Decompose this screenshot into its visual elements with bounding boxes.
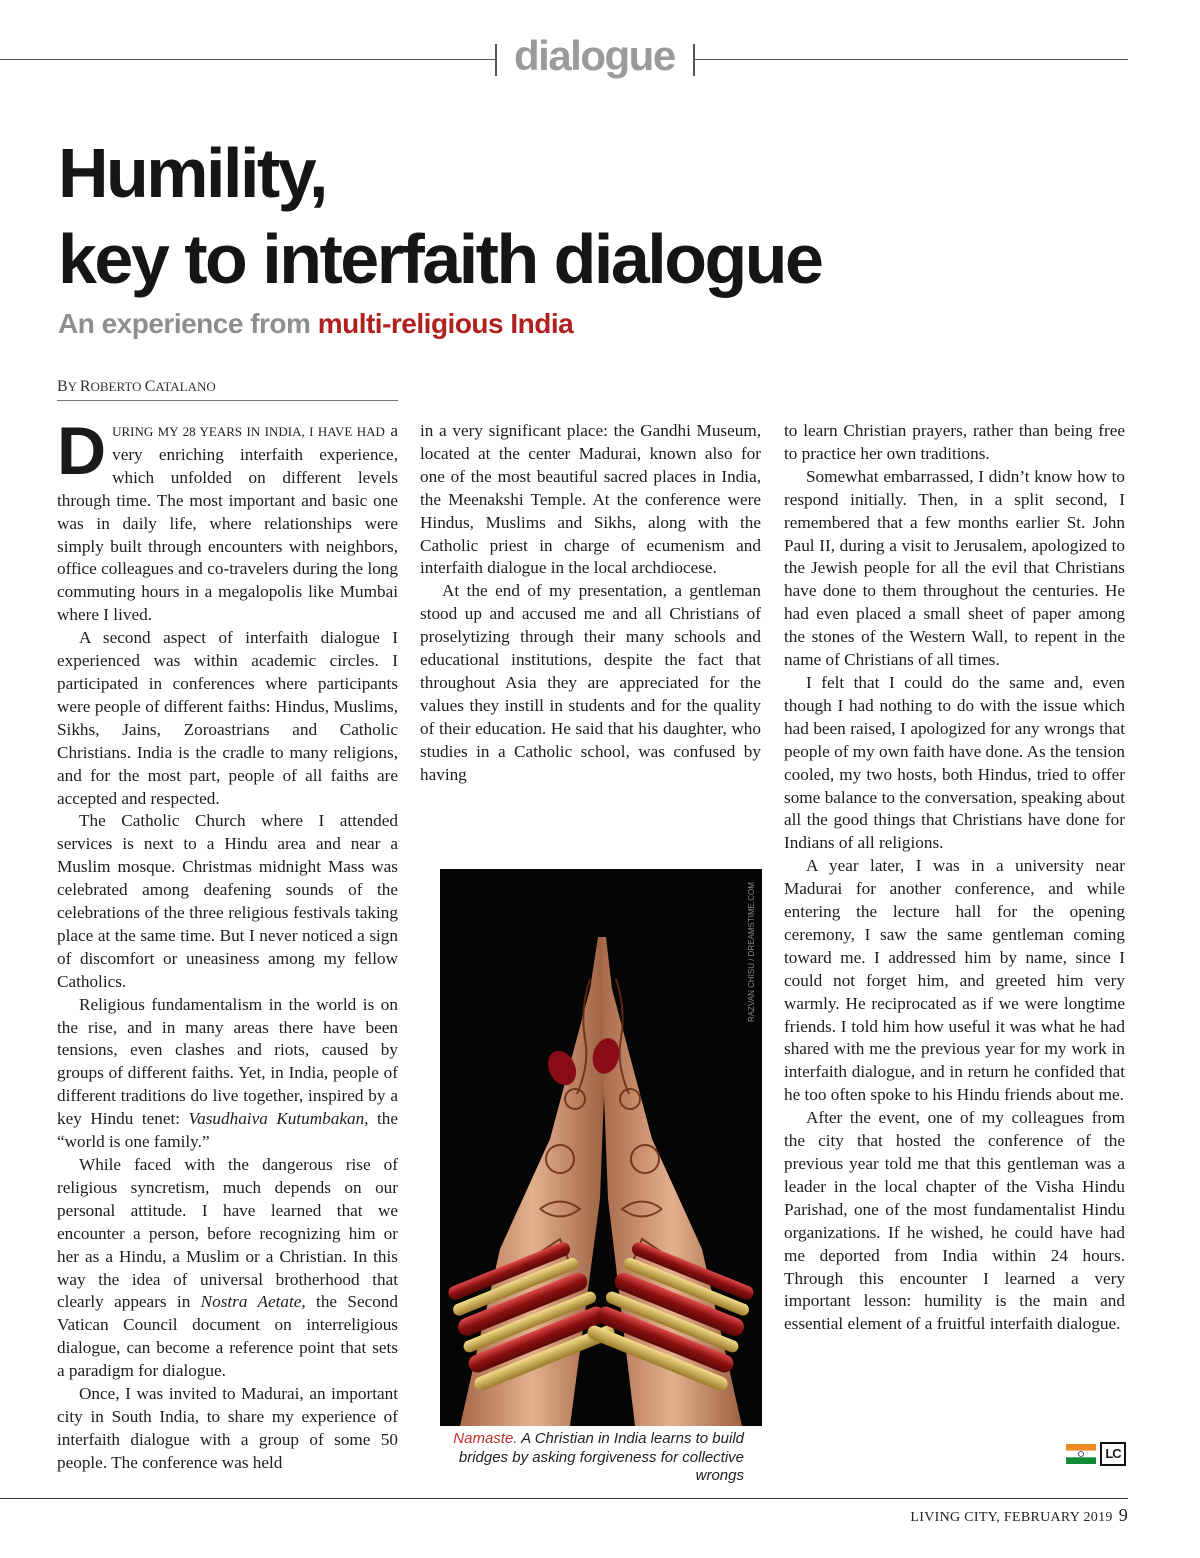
paragraph-text: Religious fundamentalism in the world is on the rise, and in many areas there have been tensions, even clashes and riots, caused by groups of different faiths. Yet, in India, people of different traditions do live together, inspired by a key Hindu tenet: (57, 994, 398, 1129)
article-end-marks (1066, 1442, 1128, 1464)
title-line-2: key to interfaith dialogue (58, 220, 822, 298)
subtitle-red: multi-religious India (317, 308, 574, 339)
byline-last-rest: ATALANO (155, 379, 216, 394)
paragraph: Somewhat embarrassed, I didn’t know how to respond initially. Then, in a split second, I remembered that a few months earlier St. John Paul II, during a visit to Jerusalem, apologized to the Jewish people for all the evil that Christians have done to them throughout the centuries. He had even placed a small sheet of paper among the stones of the Western Wall, to repent in the name of Christians of all times. (784, 466, 1125, 670)
italic-term: Vasudhaiva Kutumbakan, (188, 1109, 369, 1129)
title-line-1: Humility, (58, 134, 326, 212)
namaste-hands-photo (440, 869, 762, 1426)
article-title (58, 130, 821, 302)
paragraph: in a very significant place: the Gandhi Museum, located at the center Madurai, known also for one of the most beautiful sacred places in India, the Meenakshi Temple. At the conference were Hindus, Muslims and Sikhs, along with the Catholic priest in charge of ecumenism and interfaith dialogue in the local archdiocese. (420, 421, 761, 578)
article-column-3 (784, 420, 1125, 1336)
byline-y: Y (67, 379, 80, 394)
paragraph (57, 413, 398, 627)
header-divider-left (495, 44, 497, 76)
living-city-logo: LC (1100, 1442, 1126, 1466)
byline (57, 378, 398, 401)
page-number: 9 (1118, 1505, 1128, 1525)
paragraph: Once, I was invited to Madurai, an important city in South India, to share my experience of interfaith dialogue with a group of some 50 people. The conference was held (57, 1384, 398, 1472)
paragraph: The Catholic Church where I attended services is next to a Hindu area and near a Muslim mosque. Christmas midnight Mass was celebrated among deafening sounds of the celebrations of the three religious festivals taking place at the same time. But I never noticed a sign of discomfort or uneasiness among my fellow Catholics. (57, 811, 398, 991)
lead-in-caps: URING MY 28 YEARS IN INDIA, I HAVE HAD (112, 424, 385, 439)
page-footer (910, 1505, 1128, 1526)
section-label: dialogue (514, 32, 675, 79)
paragraph (57, 994, 398, 1154)
article-subtitle (58, 308, 573, 340)
paragraph-text: a very enriching interfaith experience, which unfolded on different levels through time. The most important and basic one was in daily life, where relationships were simply built through encounters with neighbors, office colleagues and co-travelers during the long commuting hours in a megalopolis like Mumbai where I lived. (57, 421, 398, 625)
photo-credit: RAZVAN CHISU / DREAMSTIME.COM (747, 882, 756, 1022)
paragraph-text: , the Second Vatican Council document on interreligious dialogue, can become a reference point that sets a paradigm for dialogue. (57, 1292, 398, 1381)
paragraph: to learn Christian prayers, rather than being free to practice her own traditions. (784, 421, 1125, 463)
footer-rule (0, 1498, 1128, 1499)
paragraph: A year later, I was in a university near Madurai for another conference, and while entering the lecture hall for the opening ceremony, I saw the same gentleman coming toward me. I addressed him by name, since I could not forget him, and greeted him very warmly. He reciprocated as if we were longtime friends. I told him how useful it was what he had shared with me the previous year for my work in interfaith dialogue, and in return he confided that he too often spoke to his Hindu friends about me. (784, 856, 1125, 1105)
caption-lead: Namaste. (453, 1430, 518, 1447)
header-rule-right (695, 59, 1128, 60)
paragraph: A second aspect of interfaith dialogue I experienced was within academic circles. I participated in conferences where participants were people of different faiths: Hindus, Muslims, Sikhs, Jains, Zoroastrians and Catholic Christians. India is the cradle to many religions, and for the most part, people of all faiths are accepted and respected. (57, 628, 398, 808)
byline-c: C (144, 378, 156, 395)
namaste-hands-illustration (440, 869, 762, 1426)
header-divider-right (693, 44, 695, 76)
byline-first-rest: OBERTO (90, 379, 145, 394)
paragraph (57, 1154, 398, 1383)
paragraph: At the end of my presentation, a gentleman stood up and accused me and all Christians of proselytizing through their many schools and educational institutions, despite the fact that throughout Asia they are appreciated for the values they instill in students and for the quality of their education. He said that his daughter, who studies in a Catholic school, was confused by having (420, 581, 761, 784)
drop-cap: D (57, 413, 107, 489)
italic-term: Nostra Aetate (200, 1292, 302, 1312)
caption-text: A Christian in India learns to build bridges by asking forgiveness for collective wrongs (458, 1430, 744, 1484)
paragraph: After the event, one of my colleagues from the city that hosted the conference of the previous year told me that this gentleman was a leader in the local chapter of the Visha Hindu Parishad, one of the most fundamentalist Hindu organizations. If he wished, he could have had me deported from India within 24 hours. Through this encounter I learned a very important lesson: humility is the main and essential element of a fruitful interfaith dialogue. (784, 1108, 1125, 1334)
photo-caption (440, 1430, 744, 1486)
article-column-1 (57, 413, 398, 1475)
article-column-2 (420, 420, 761, 787)
india-flag-icon (1066, 1444, 1096, 1464)
paragraph-text: the “world is one family.” (57, 1109, 398, 1152)
subtitle-grey: An experience from (58, 308, 311, 339)
byline-r: R (79, 378, 91, 395)
paragraph: I felt that I could do the same and, even though I had nothing to do with the issue which had been raised, I apologized for any wrongs that people of my own faith have done. As the tension cooled, my two hosts, both Hindus, tried to offer some balance to the conversation, speaking about all the good things that Christians have done for Indians of all religions. (784, 672, 1125, 853)
byline-b: B (57, 378, 68, 395)
publication-date: LIVING CITY, FEBRUARY 2019 (910, 1510, 1113, 1525)
paragraph-text: While faced with the dangerous rise of religious syncretism, much depends on our personal attitude. I have learned that we encounter a person, before recognizing him or her as a Hindu, a Muslim or a Christian. In this way the idea of universal brotherhood that clearly appears in (57, 1155, 398, 1312)
header-rule-left (0, 59, 495, 60)
